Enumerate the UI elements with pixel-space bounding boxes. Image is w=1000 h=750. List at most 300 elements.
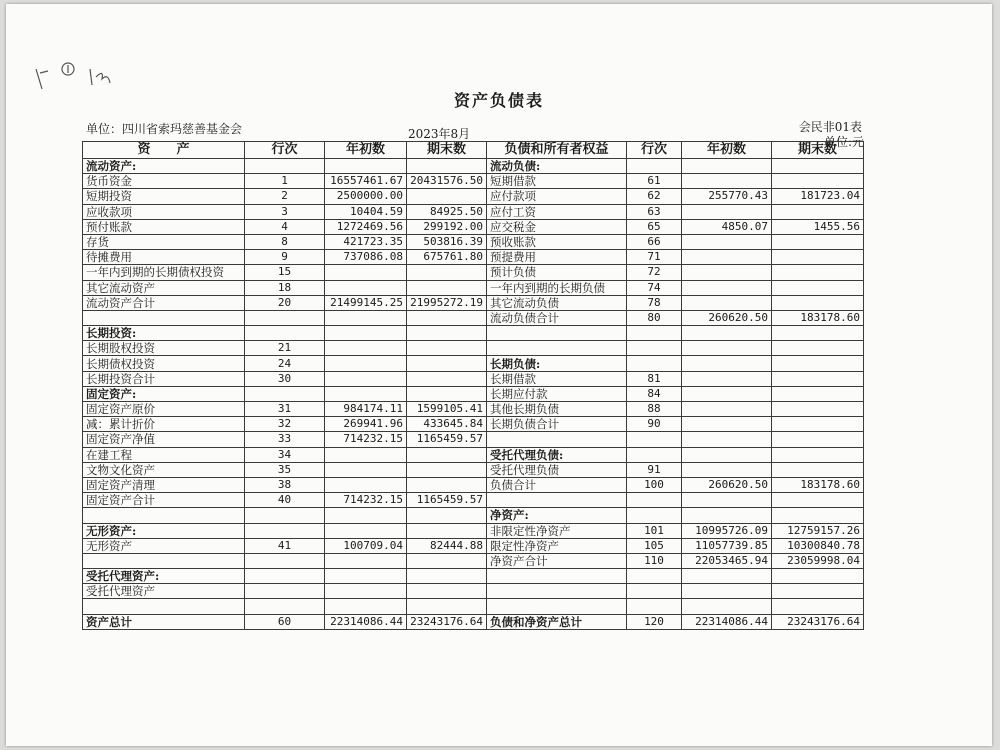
assets-table [82,141,487,630]
end-value: 299192.00 [407,219,487,234]
begin-value: 21499145.25 [325,295,407,310]
line-number: 35 [245,462,325,477]
end-value [772,204,864,219]
table-row [83,614,487,629]
end-value [772,447,864,462]
end-value [772,584,864,599]
begin-value [325,569,407,584]
row-label: 一年内到期的长期债权投资 [83,265,245,280]
begin-value: 255770.43 [682,189,772,204]
form-number: 会民非01表 [798,120,862,134]
row-label: 长期负债: [487,356,627,371]
table-row [83,417,487,432]
assets-header-row [83,142,487,159]
row-label [487,326,627,341]
row-label [487,599,627,614]
line-number [245,310,325,325]
line-number: 100 [627,477,682,492]
line-number: 74 [627,280,682,295]
begin-value [325,523,407,538]
end-value [407,553,487,568]
end-value: 21995272.19 [407,295,487,310]
line-number [245,523,325,538]
begin-value: 714232.15 [325,493,407,508]
table-row [83,508,487,523]
begin-value: 260620.50 [682,477,772,492]
end-value [407,508,487,523]
line-number: 40 [245,493,325,508]
row-label: 流动负债合计 [487,310,627,325]
end-value [407,477,487,492]
line-number: 101 [627,523,682,538]
row-label: 预付账款 [83,219,245,234]
begin-value [325,386,407,401]
table-row [487,584,864,599]
row-label: 预收账款 [487,234,627,249]
line-number: 32 [245,417,325,432]
end-value [772,432,864,447]
table-row [83,204,487,219]
page-title: 资产负债表 [453,91,544,110]
table-row [83,599,487,614]
begin-value [325,553,407,568]
begin-value: 10995726.09 [682,523,772,538]
assets-col-header: 资 产 [83,142,245,159]
table-row [83,189,487,204]
row-label: 无形资产 [83,538,245,553]
begin-value [325,508,407,523]
begin-value [682,204,772,219]
end-value: 1455.56 [772,219,864,234]
line-number [627,356,682,371]
line-number: 4 [245,219,325,234]
end-value: 181723.04 [772,189,864,204]
end-value: 1599105.41 [407,402,487,417]
end-value [407,189,487,204]
end-value [772,402,864,417]
end-value [772,599,864,614]
table-row [487,204,864,219]
table-row [487,447,864,462]
begin-col-header: 年初数 [682,142,772,159]
row-label: 预计负债 [487,265,627,280]
row-label: 预提费用 [487,250,627,265]
line-number [627,432,682,447]
begin-value: 100709.04 [325,538,407,553]
begin-value [682,356,772,371]
row-label: 其他长期负债 [487,402,627,417]
end-value [772,386,864,401]
row-label: 待摊费用 [83,250,245,265]
row-label: 存货 [83,234,245,249]
end-value [772,341,864,356]
end-value [772,462,864,477]
table-row [487,508,864,523]
table-row [83,295,487,310]
end-value [407,280,487,295]
end-value [772,280,864,295]
end-value [772,371,864,386]
end-value: 84925.50 [407,204,487,219]
begin-value [325,584,407,599]
table-row [83,493,487,508]
table-row [83,569,487,584]
begin-value [682,584,772,599]
line-number [627,584,682,599]
line-number: 60 [245,614,325,629]
end-value: 82444.88 [407,538,487,553]
table-row [83,477,487,492]
table-row [83,462,487,477]
begin-value [325,265,407,280]
row-label: 其它流动资产 [83,280,245,295]
table-row [487,159,864,174]
line-number [245,553,325,568]
begin-value [682,371,772,386]
end-value [772,326,864,341]
end-value [407,447,487,462]
line-number: 78 [627,295,682,310]
line-number [627,447,682,462]
currency-unit: 单位:元 [823,135,864,149]
line-number: 105 [627,538,682,553]
line-number: 33 [245,432,325,447]
line-number [245,326,325,341]
table-row [83,234,487,249]
table-row [83,159,487,174]
table-row [83,553,487,568]
begin-value: 16557461.67 [325,174,407,189]
begin-value [682,341,772,356]
end-value [407,584,487,599]
row-label: 减：累计折价 [83,417,245,432]
table-row [83,371,487,386]
row-label: 净资产: [487,508,627,523]
table-row [487,538,864,553]
scanned-page [6,4,992,746]
line-number: 80 [627,310,682,325]
row-label: 长期负债合计 [487,417,627,432]
begin-value: 260620.50 [682,310,772,325]
row-label: 无形资产: [83,523,245,538]
row-label: 资产总计 [83,614,245,629]
line-number [245,599,325,614]
row-label: 净资产合计 [487,553,627,568]
table-row [487,614,864,629]
end-value [772,250,864,265]
end-value [407,310,487,325]
begin-col-header: 年初数 [325,142,407,159]
table-row [487,432,864,447]
begin-value: 11057739.85 [682,538,772,553]
begin-value [682,386,772,401]
end-value: 503816.39 [407,234,487,249]
begin-value [325,447,407,462]
line-number: 63 [627,204,682,219]
line-number: 41 [245,538,325,553]
table-row [487,386,864,401]
end-value [772,265,864,280]
table-row [487,280,864,295]
begin-value [682,159,772,174]
end-value: 23059998.04 [772,553,864,568]
begin-value: 269941.96 [325,417,407,432]
begin-value [325,310,407,325]
end-value [407,599,487,614]
begin-value [325,341,407,356]
table-row [487,356,864,371]
table-row [83,432,487,447]
line-number: 21 [245,341,325,356]
end-value [772,234,864,249]
row-label: 非限定性净资产 [487,523,627,538]
row-label [487,569,627,584]
line-number [627,326,682,341]
begin-value [682,234,772,249]
row-label: 受托代理资产 [83,584,245,599]
end-value [772,159,864,174]
end-value [407,523,487,538]
reporting-unit: 单位：四川省索玛慈善基金会 [86,122,243,136]
table-row [487,250,864,265]
end-value [407,569,487,584]
row-label: 长期股权投资 [83,341,245,356]
row-label [487,341,627,356]
begin-value [325,326,407,341]
line-number [627,341,682,356]
end-value [772,174,864,189]
begin-value [682,402,772,417]
row-label [487,493,627,508]
row-label: 固定资产清理 [83,477,245,492]
line-col-header: 行次 [245,142,325,159]
line-number [627,159,682,174]
begin-value [682,432,772,447]
table-row [83,402,487,417]
row-label: 固定资产合计 [83,493,245,508]
begin-value [682,265,772,280]
begin-value: 714232.15 [325,432,407,447]
begin-value [682,174,772,189]
row-label: 应付工资 [487,204,627,219]
row-label: 流动负债: [487,159,627,174]
line-number: 110 [627,553,682,568]
begin-value [682,417,772,432]
end-col-header: 期末数 [772,142,864,159]
table-row [487,553,864,568]
table-row [487,523,864,538]
begin-value: 2500000.00 [325,189,407,204]
line-number: 31 [245,402,325,417]
row-label: 长期借款 [487,371,627,386]
line-number: 62 [627,189,682,204]
row-label: 受托代理负债 [487,462,627,477]
row-label: 受托代理负债: [487,447,627,462]
row-label: 长期应付款 [487,386,627,401]
line-number: 65 [627,219,682,234]
table-row [83,310,487,325]
line-number: 61 [627,174,682,189]
line-number [245,569,325,584]
row-label [83,310,245,325]
end-value [772,493,864,508]
table-row [83,584,487,599]
line-number: 66 [627,234,682,249]
end-value [407,159,487,174]
row-label [83,508,245,523]
line-number: 71 [627,250,682,265]
line-number [245,508,325,523]
begin-value [325,477,407,492]
line-number: 84 [627,386,682,401]
line-number: 120 [627,614,682,629]
begin-value: 737086.08 [325,250,407,265]
row-label: 应交税金 [487,219,627,234]
begin-value: 421723.35 [325,234,407,249]
line-number: 30 [245,371,325,386]
begin-value: 22314086.44 [325,614,407,629]
end-value [407,371,487,386]
row-label: 流动资产合计 [83,295,245,310]
row-label [487,432,627,447]
line-number [627,599,682,614]
line-number: 81 [627,371,682,386]
table-row [83,538,487,553]
begin-value [325,356,407,371]
line-number: 9 [245,250,325,265]
row-label: 短期借款 [487,174,627,189]
table-row [487,219,864,234]
begin-value [325,462,407,477]
row-label: 负债合计 [487,477,627,492]
end-value [772,569,864,584]
table-row [83,265,487,280]
line-number: 3 [245,204,325,219]
row-label: 长期投资合计 [83,371,245,386]
table-row [83,219,487,234]
table-row [487,402,864,417]
begin-value [682,508,772,523]
table-row [487,417,864,432]
line-number: 18 [245,280,325,295]
table-row [487,477,864,492]
row-label: 固定资产原价 [83,402,245,417]
end-value [407,341,487,356]
line-number: 72 [627,265,682,280]
table-row [487,493,864,508]
begin-value [325,371,407,386]
line-number: 15 [245,265,325,280]
end-value [407,326,487,341]
end-value: 675761.80 [407,250,487,265]
begin-value: 984174.11 [325,402,407,417]
end-value [407,462,487,477]
end-value: 10300840.78 [772,538,864,553]
end-value [772,295,864,310]
table-row [487,174,864,189]
table-row [83,341,487,356]
table-row [83,174,487,189]
table-row [83,447,487,462]
line-number: 88 [627,402,682,417]
table-row [83,356,487,371]
begin-value: 22314086.44 [682,614,772,629]
end-value: 183178.60 [772,310,864,325]
end-value [772,356,864,371]
table-row [487,295,864,310]
table-row [487,265,864,280]
liabilities-header-row [487,142,864,159]
begin-value [682,569,772,584]
row-label: 在建工程 [83,447,245,462]
row-label: 流动资产: [83,159,245,174]
row-label: 应收款项 [83,204,245,219]
end-value [407,265,487,280]
row-label: 一年内到期的长期负债 [487,280,627,295]
begin-value [682,250,772,265]
table-row [487,371,864,386]
begin-value [325,599,407,614]
line-number: 34 [245,447,325,462]
row-label: 货币资金 [83,174,245,189]
end-value: 1165459.57 [407,432,487,447]
end-value: 183178.60 [772,477,864,492]
row-label: 受托代理资产: [83,569,245,584]
liabilities-col-header: 负债和所有者权益 [487,142,627,159]
line-number [245,386,325,401]
end-value: 12759157.26 [772,523,864,538]
begin-value [682,447,772,462]
report-period: 2023年8月 [408,127,471,141]
row-label: 长期债权投资 [83,356,245,371]
line-number: 2 [245,189,325,204]
table-row [487,599,864,614]
begin-value: 4850.07 [682,219,772,234]
end-value: 1165459.57 [407,493,487,508]
table-row [487,234,864,249]
line-number [627,493,682,508]
row-label: 负债和净资产总计 [487,614,627,629]
begin-value: 10404.59 [325,204,407,219]
line-number [245,159,325,174]
line-number: 24 [245,356,325,371]
line-number: 20 [245,295,325,310]
row-label [487,584,627,599]
table-row [487,189,864,204]
begin-value [325,280,407,295]
row-label [83,599,245,614]
end-col-header: 期末数 [407,142,487,159]
table-row [83,250,487,265]
line-number: 8 [245,234,325,249]
line-number: 38 [245,477,325,492]
row-label [83,553,245,568]
begin-value [682,493,772,508]
table-row [487,569,864,584]
table-row [83,326,487,341]
begin-value [682,599,772,614]
line-number: 1 [245,174,325,189]
table-row [487,462,864,477]
line-number [627,569,682,584]
table-row [487,310,864,325]
row-label: 应付款项 [487,189,627,204]
end-value [772,508,864,523]
line-number: 90 [627,417,682,432]
end-value: 23243176.64 [407,614,487,629]
liabilities-table [486,141,864,630]
end-value: 433645.84 [407,417,487,432]
